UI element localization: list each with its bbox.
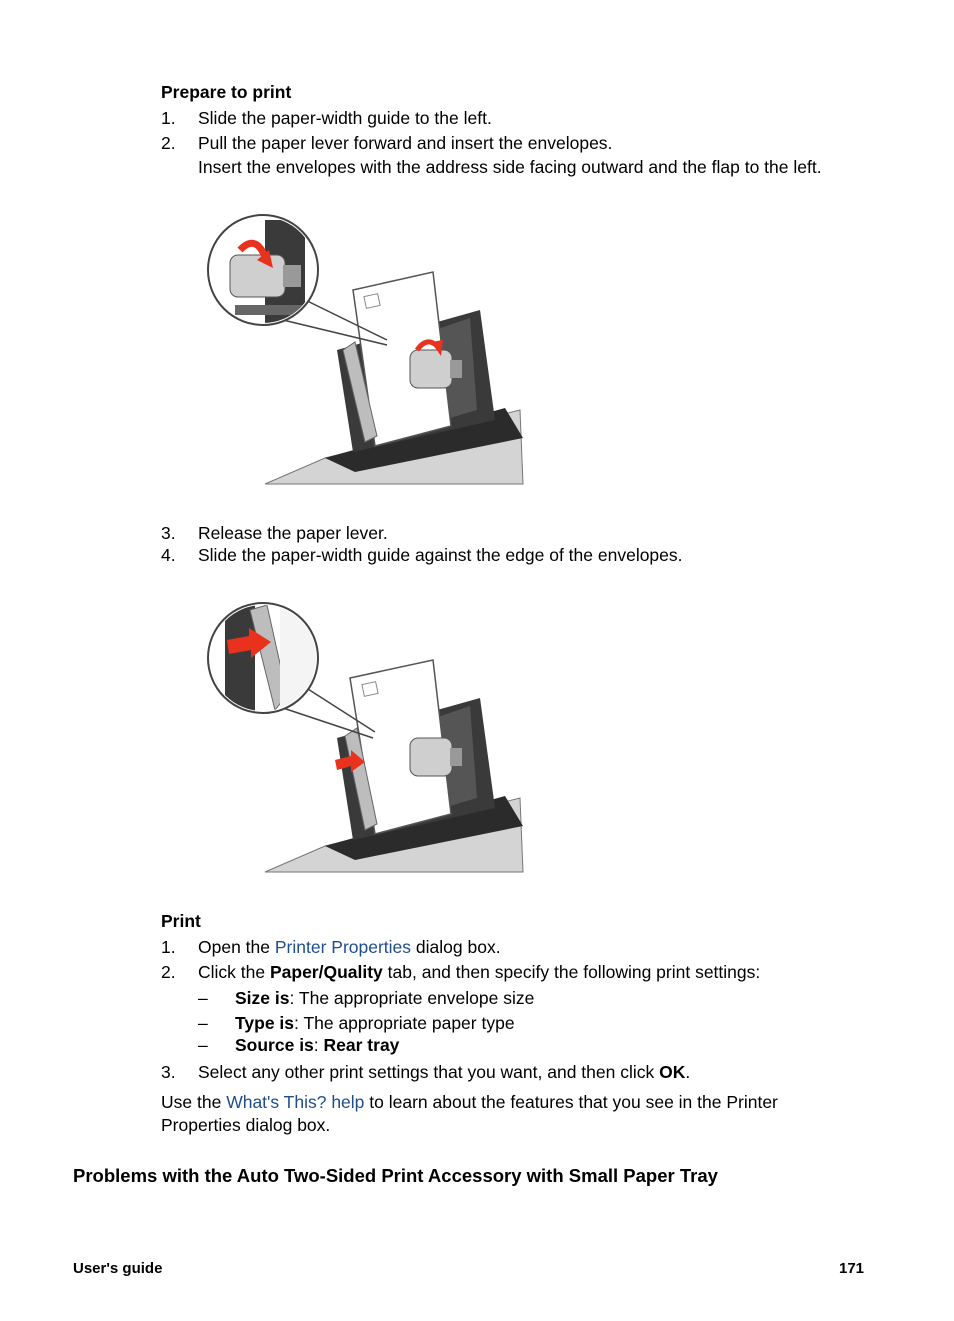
step-number: 1. bbox=[161, 937, 176, 957]
step-text: Pull the paper lever forward and insert the envelopes. bbox=[198, 133, 613, 153]
help-paragraph-line: Use the What's This? help to learn about the features that you see in the Printer bbox=[161, 1092, 778, 1112]
printer-properties-link[interactable]: Printer Properties bbox=[274, 937, 412, 957]
setting-item: Size is: The appropriate envelope size bbox=[235, 988, 535, 1008]
step-text: Slide the paper-width guide against the edge of the envelopes. bbox=[198, 545, 683, 565]
setting-item: Source is: Rear tray bbox=[235, 1035, 400, 1055]
step-number: 3. bbox=[161, 1062, 176, 1082]
setting-item: Type is: The appropriate paper type bbox=[235, 1013, 515, 1033]
whats-this-help-link[interactable]: What's This? help bbox=[226, 1092, 365, 1112]
bullet-dash: – bbox=[198, 1035, 208, 1055]
step-text: Select any other print settings that you want, and then click OK. bbox=[198, 1062, 691, 1082]
footer-title: User's guide bbox=[73, 1260, 163, 1277]
step-number: 2. bbox=[161, 962, 176, 982]
printer-lever-illustration bbox=[205, 210, 525, 486]
page-number: 171 bbox=[839, 1260, 865, 1277]
bullet-dash: – bbox=[198, 988, 208, 1008]
step-text: Click the Paper/Quality tab, and then specify the following print settings: bbox=[198, 962, 761, 982]
help-paragraph-line: Properties dialog box. bbox=[161, 1115, 331, 1135]
step-number: 1. bbox=[161, 108, 176, 128]
step-text: Slide the paper-width guide to the left. bbox=[198, 108, 492, 128]
step-number: 4. bbox=[161, 545, 176, 565]
bullet-dash: – bbox=[198, 1013, 208, 1033]
step-number: 2. bbox=[161, 133, 176, 153]
paper-guide-illustration bbox=[205, 600, 525, 874]
step-subtext: Insert the envelopes with the address side facing outward and the flap to the left. bbox=[198, 157, 822, 177]
section-heading: Problems with the Auto Two-Sided Print Accessory with Small Paper Tray bbox=[73, 1165, 718, 1186]
prepare-heading: Prepare to print bbox=[161, 82, 292, 102]
print-heading: Print bbox=[161, 911, 201, 931]
step-text: Open the Printer Properties dialog box. bbox=[198, 937, 501, 957]
step-number: 3. bbox=[161, 523, 176, 543]
step-text: Release the paper lever. bbox=[198, 523, 388, 543]
